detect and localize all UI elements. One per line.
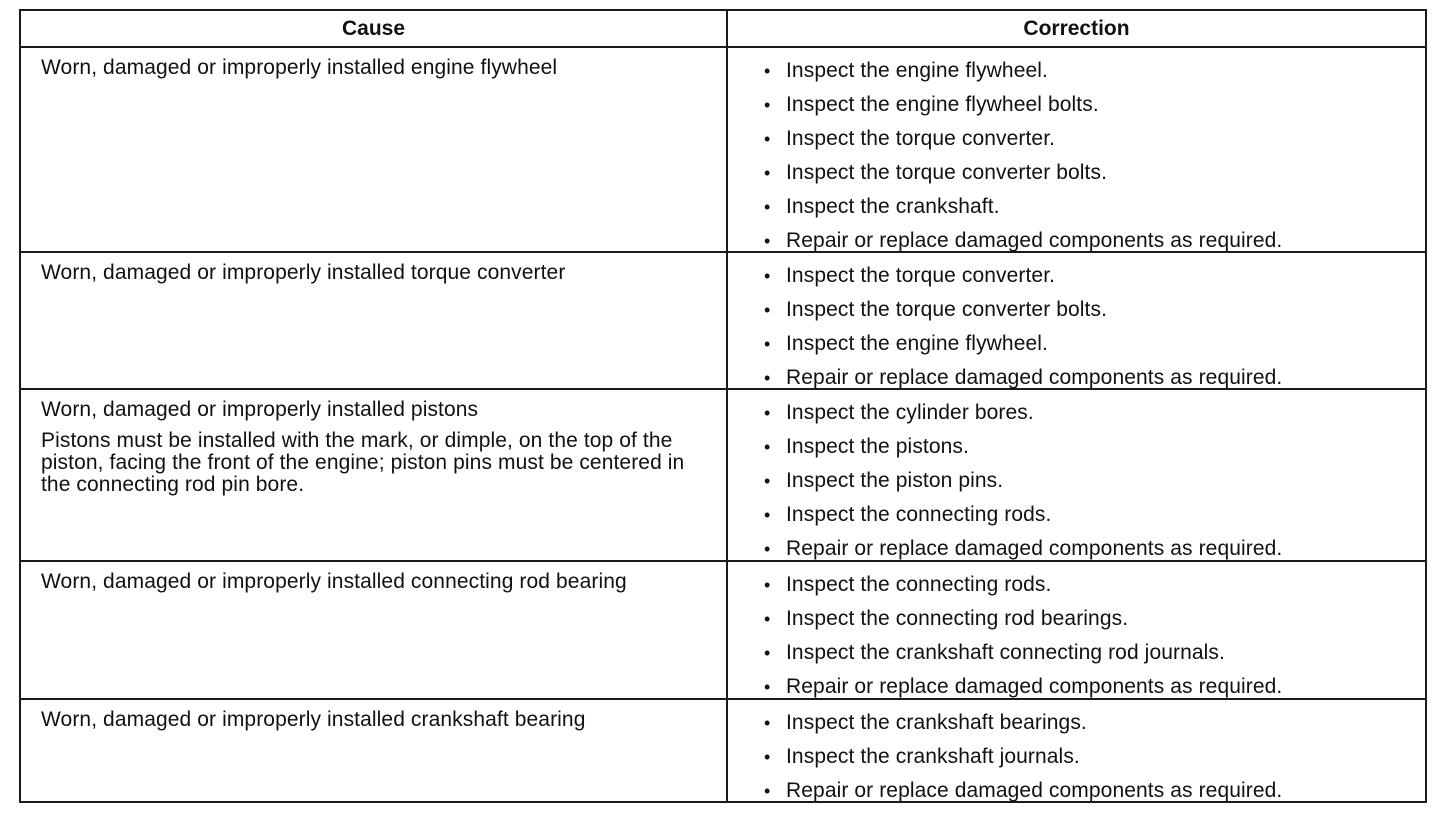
bullet-icon: • (764, 334, 771, 354)
correction-list (762, 54, 1415, 258)
correction-list (762, 568, 1415, 704)
correction-list (762, 259, 1415, 395)
correction-item: • Repair or replace damaged components as required. (762, 774, 1415, 808)
correction-item: • Repair or replace damaged components as required. (762, 361, 1415, 395)
correction-item: • Repair or replace damaged components as required. (762, 532, 1415, 566)
cause-cell (21, 253, 728, 388)
table-row (21, 251, 1425, 388)
cause-cell (21, 390, 728, 560)
correction-item: • Repair or replace damaged components as required. (762, 224, 1415, 258)
correction-item: • Inspect the connecting rods. (762, 568, 1415, 602)
correction-item: • Inspect the torque converter bolts. (762, 156, 1415, 190)
correction-item: • Inspect the crankshaft bearings. (762, 706, 1415, 740)
correction-cell (728, 48, 1425, 251)
bullet-icon: • (764, 437, 771, 457)
correction-item: • Inspect the connecting rod bearings. (762, 602, 1415, 636)
cause-text: Worn, damaged or improperly installed engine flywheel (41, 56, 558, 79)
bullet-icon: • (764, 197, 771, 217)
bullet-icon: • (764, 713, 771, 733)
correction-cell (728, 390, 1425, 560)
correction-item: • Inspect the pistons. (762, 430, 1415, 464)
bullet-icon: • (764, 129, 771, 149)
bullet-icon: • (764, 163, 771, 183)
bullet-icon: • (764, 781, 771, 801)
bullet-icon: • (764, 471, 771, 491)
correction-cell (728, 562, 1425, 698)
correction-item: • Inspect the engine flywheel. (762, 327, 1415, 361)
table-row (21, 388, 1425, 560)
correction-item: • Inspect the crankshaft. (762, 190, 1415, 224)
correction-item: • Inspect the piston pins. (762, 464, 1415, 498)
correction-item: • Inspect the crankshaft journals. (762, 740, 1415, 774)
bullet-icon: • (764, 95, 771, 115)
bullet-icon: • (764, 266, 771, 286)
table-row (21, 46, 1425, 251)
bullet-icon: • (764, 609, 771, 629)
correction-cell (728, 253, 1425, 388)
bullet-icon: • (764, 747, 771, 767)
cause-text: Worn, damaged or improperly installed connecting rod bearing (41, 570, 627, 593)
bullet-icon: • (764, 300, 771, 320)
cause-cell (21, 700, 728, 801)
bullet-icon: • (764, 575, 771, 595)
correction-item: • Inspect the torque converter. (762, 259, 1415, 293)
correction-item: • Inspect the torque converter bolts. (762, 293, 1415, 327)
cause-note: Pistons must be installed with the mark, or dimple, on the top of the piston, facing the front of the engine; piston pins must be centered in the connecting rod pin bore. (41, 429, 685, 496)
table-row (21, 560, 1425, 698)
correction-cell (728, 700, 1425, 801)
bullet-icon: • (764, 403, 771, 423)
table-row (21, 698, 1425, 801)
correction-item: • Inspect the crankshaft connecting rod journals. (762, 636, 1415, 670)
bullet-icon: • (764, 231, 771, 251)
cause-text: Worn, damaged or improperly installed pistons (41, 398, 479, 421)
correction-column-header: Correction (1023, 16, 1130, 40)
correction-item: • Inspect the engine flywheel. (762, 54, 1415, 88)
diagnostic-table (19, 9, 1427, 803)
cause-text: Worn, damaged or improperly installed crankshaft bearing (41, 708, 586, 731)
bullet-icon: • (764, 368, 771, 388)
cause-cell (21, 562, 728, 698)
cause-text: Worn, damaged or improperly installed torque converter (41, 261, 566, 284)
correction-item: • Inspect the connecting rods. (762, 498, 1415, 532)
correction-item: • Inspect the torque converter. (762, 122, 1415, 156)
correction-list (762, 396, 1415, 566)
bullet-icon: • (764, 643, 771, 663)
correction-list (762, 706, 1415, 808)
bullet-icon: • (764, 61, 771, 81)
table-header-row (21, 11, 1425, 46)
bullet-icon: • (764, 539, 771, 559)
bullet-icon: • (764, 505, 771, 525)
bullet-icon: • (764, 677, 771, 697)
correction-item: • Repair or replace damaged components as required. (762, 670, 1415, 704)
correction-item: • Inspect the cylinder bores. (762, 396, 1415, 430)
cause-column-header: Cause (21, 11, 728, 46)
correction-item: • Inspect the engine flywheel bolts. (762, 88, 1415, 122)
cause-cell (21, 48, 728, 251)
